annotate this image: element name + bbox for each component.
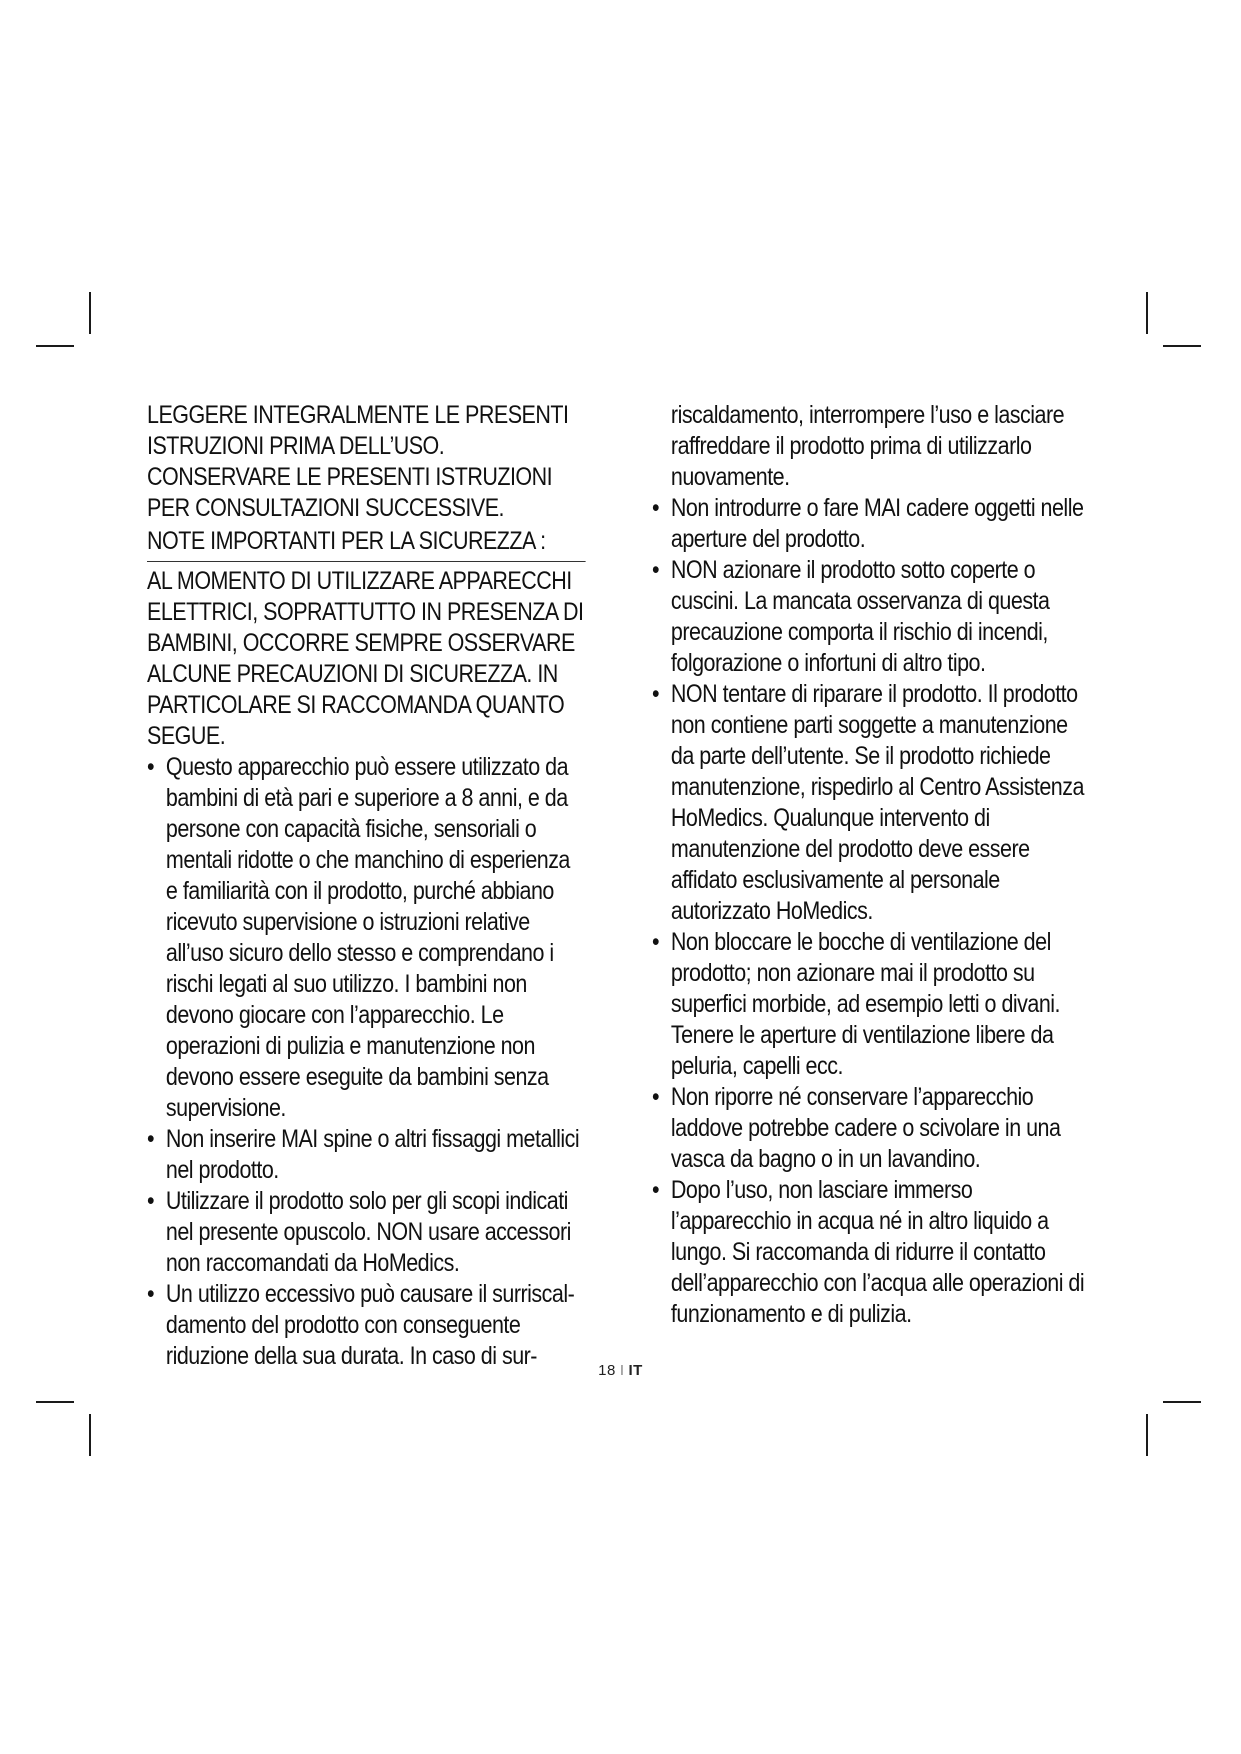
right-column bbox=[652, 400, 1087, 1330]
list-item: • Un utilizzo eccessivo può causare il surriscal-damento del prodotto con conseguente riduzione della sua durata. In caso di sur- bbox=[147, 1279, 586, 1372]
crop-mark-top-left-vertical bbox=[89, 292, 91, 334]
list-item: • Utilizzare il prodotto solo per gli scopi indicati nel presente opuscolo. NON usare accessori non raccomandati da HoMedics. bbox=[147, 1186, 586, 1279]
list-item: • Non inserire MAI spine o altri fissaggi metallici nel prodotto. bbox=[147, 1124, 586, 1186]
crop-mark-bottom-right-vertical bbox=[1146, 1414, 1148, 1456]
list-item: • NON tentare di riparare il prodotto. Il prodotto non contiene parti soggette a manutenzione da parte dell’utente. Se il prodotto richiede manutenzione, rispedirlo al Centro Assistenza HoMedics. Qualunque intervento di manutenzione del prodotto deve essere affidato esclusivamente al personale autorizzato HoMedics. bbox=[652, 679, 1087, 927]
list-item: • Dopo l’uso, non lasciare immerso l’apparecchio in acqua né in altro liquido a lungo. Si raccomanda di ridurre il contatto dell’apparecchio con l’acqua alle operazioni di funzionamento e di pulizia. bbox=[652, 1175, 1087, 1330]
page-footer bbox=[0, 1362, 1241, 1379]
list-item: • Questo apparecchio può essere utilizzato da bambini di età pari e superiore a 8 anni, e da persone con capacità fisiche, sensoriali o mentali ridotte o che manchino di esperienza e familiarità con il prodotto, purché abbiano ricevuto supervisione o istruzioni relative all’uso sicuro dello stesso e comprendano i rischi legati al suo utilizzo. I bambini non devono giocare con l’apparecchio. Le operazioni di pulizia e manutenzione non devono essere eseguite da bambini senza supervisione. bbox=[147, 752, 586, 1124]
crop-mark-top-left-horizontal bbox=[36, 345, 74, 347]
list-item: • Non bloccare le bocche di ventilazione del prodotto; non azionare mai il prodotto su superfici morbide, ad esempio letti o divani. Tenere le aperture di ventilazione libere da peluria, capelli ecc. bbox=[652, 927, 1087, 1082]
left-column bbox=[147, 400, 586, 1372]
section-title: NOTE IMPORTANTI PER LA SICUREZZA : bbox=[147, 526, 586, 562]
safety-warning: AL MOMENTO DI UTILIZZARE APPARECCHI ELETTRICI, SOPRATTUTTO IN PRESENZA DI BAMBINI, OCCORRE SEMPRE OSSERVARE ALCUNE PRECAUZIONI DI SICUREZZA. IN PARTICOLARE SI RACCOMANDA QUANTO SEGUE. bbox=[147, 567, 584, 750]
page-number: 18 bbox=[598, 1362, 616, 1379]
safety-list-right bbox=[652, 493, 1087, 1330]
list-item: • NON azionare il prodotto sotto coperte o cuscini. La mancata osservanza di questa precauzione comporta il rischio di incendi, folgorazione o infortuni di altro tipo. bbox=[652, 555, 1087, 679]
list-item-continuation: riscaldamento, interrompere l’uso e lasciare raffreddare il prodotto prima di utilizzarlo nuovamente. bbox=[670, 401, 1065, 491]
crop-mark-bottom-right-horizontal bbox=[1163, 1401, 1201, 1403]
intro-instructions: LEGGERE INTEGRALMENTE LE PRESENTI ISTRUZIONI PRIMA DELL’USO. CONSERVARE LE PRESENTI ISTRUZIONI PER CONSULTAZIONI SUCCESSIVE. bbox=[147, 401, 569, 522]
crop-mark-bottom-left-horizontal bbox=[36, 1401, 74, 1403]
list-item: • Non introdurre o fare MAI cadere oggetti nelle aperture del prodotto. bbox=[652, 493, 1087, 555]
footer-separator: I bbox=[619, 1362, 625, 1379]
list-item: • Non riporre né conservare l’apparecchio laddove potrebbe cadere o scivolare in una vasca da bagno o in un lavandino. bbox=[652, 1082, 1087, 1175]
crop-mark-top-right-horizontal bbox=[1163, 345, 1201, 347]
crop-mark-top-right-vertical bbox=[1146, 292, 1148, 334]
safety-list-left bbox=[147, 752, 586, 1372]
language-code: IT bbox=[628, 1362, 643, 1379]
crop-mark-bottom-left-vertical bbox=[89, 1414, 91, 1456]
